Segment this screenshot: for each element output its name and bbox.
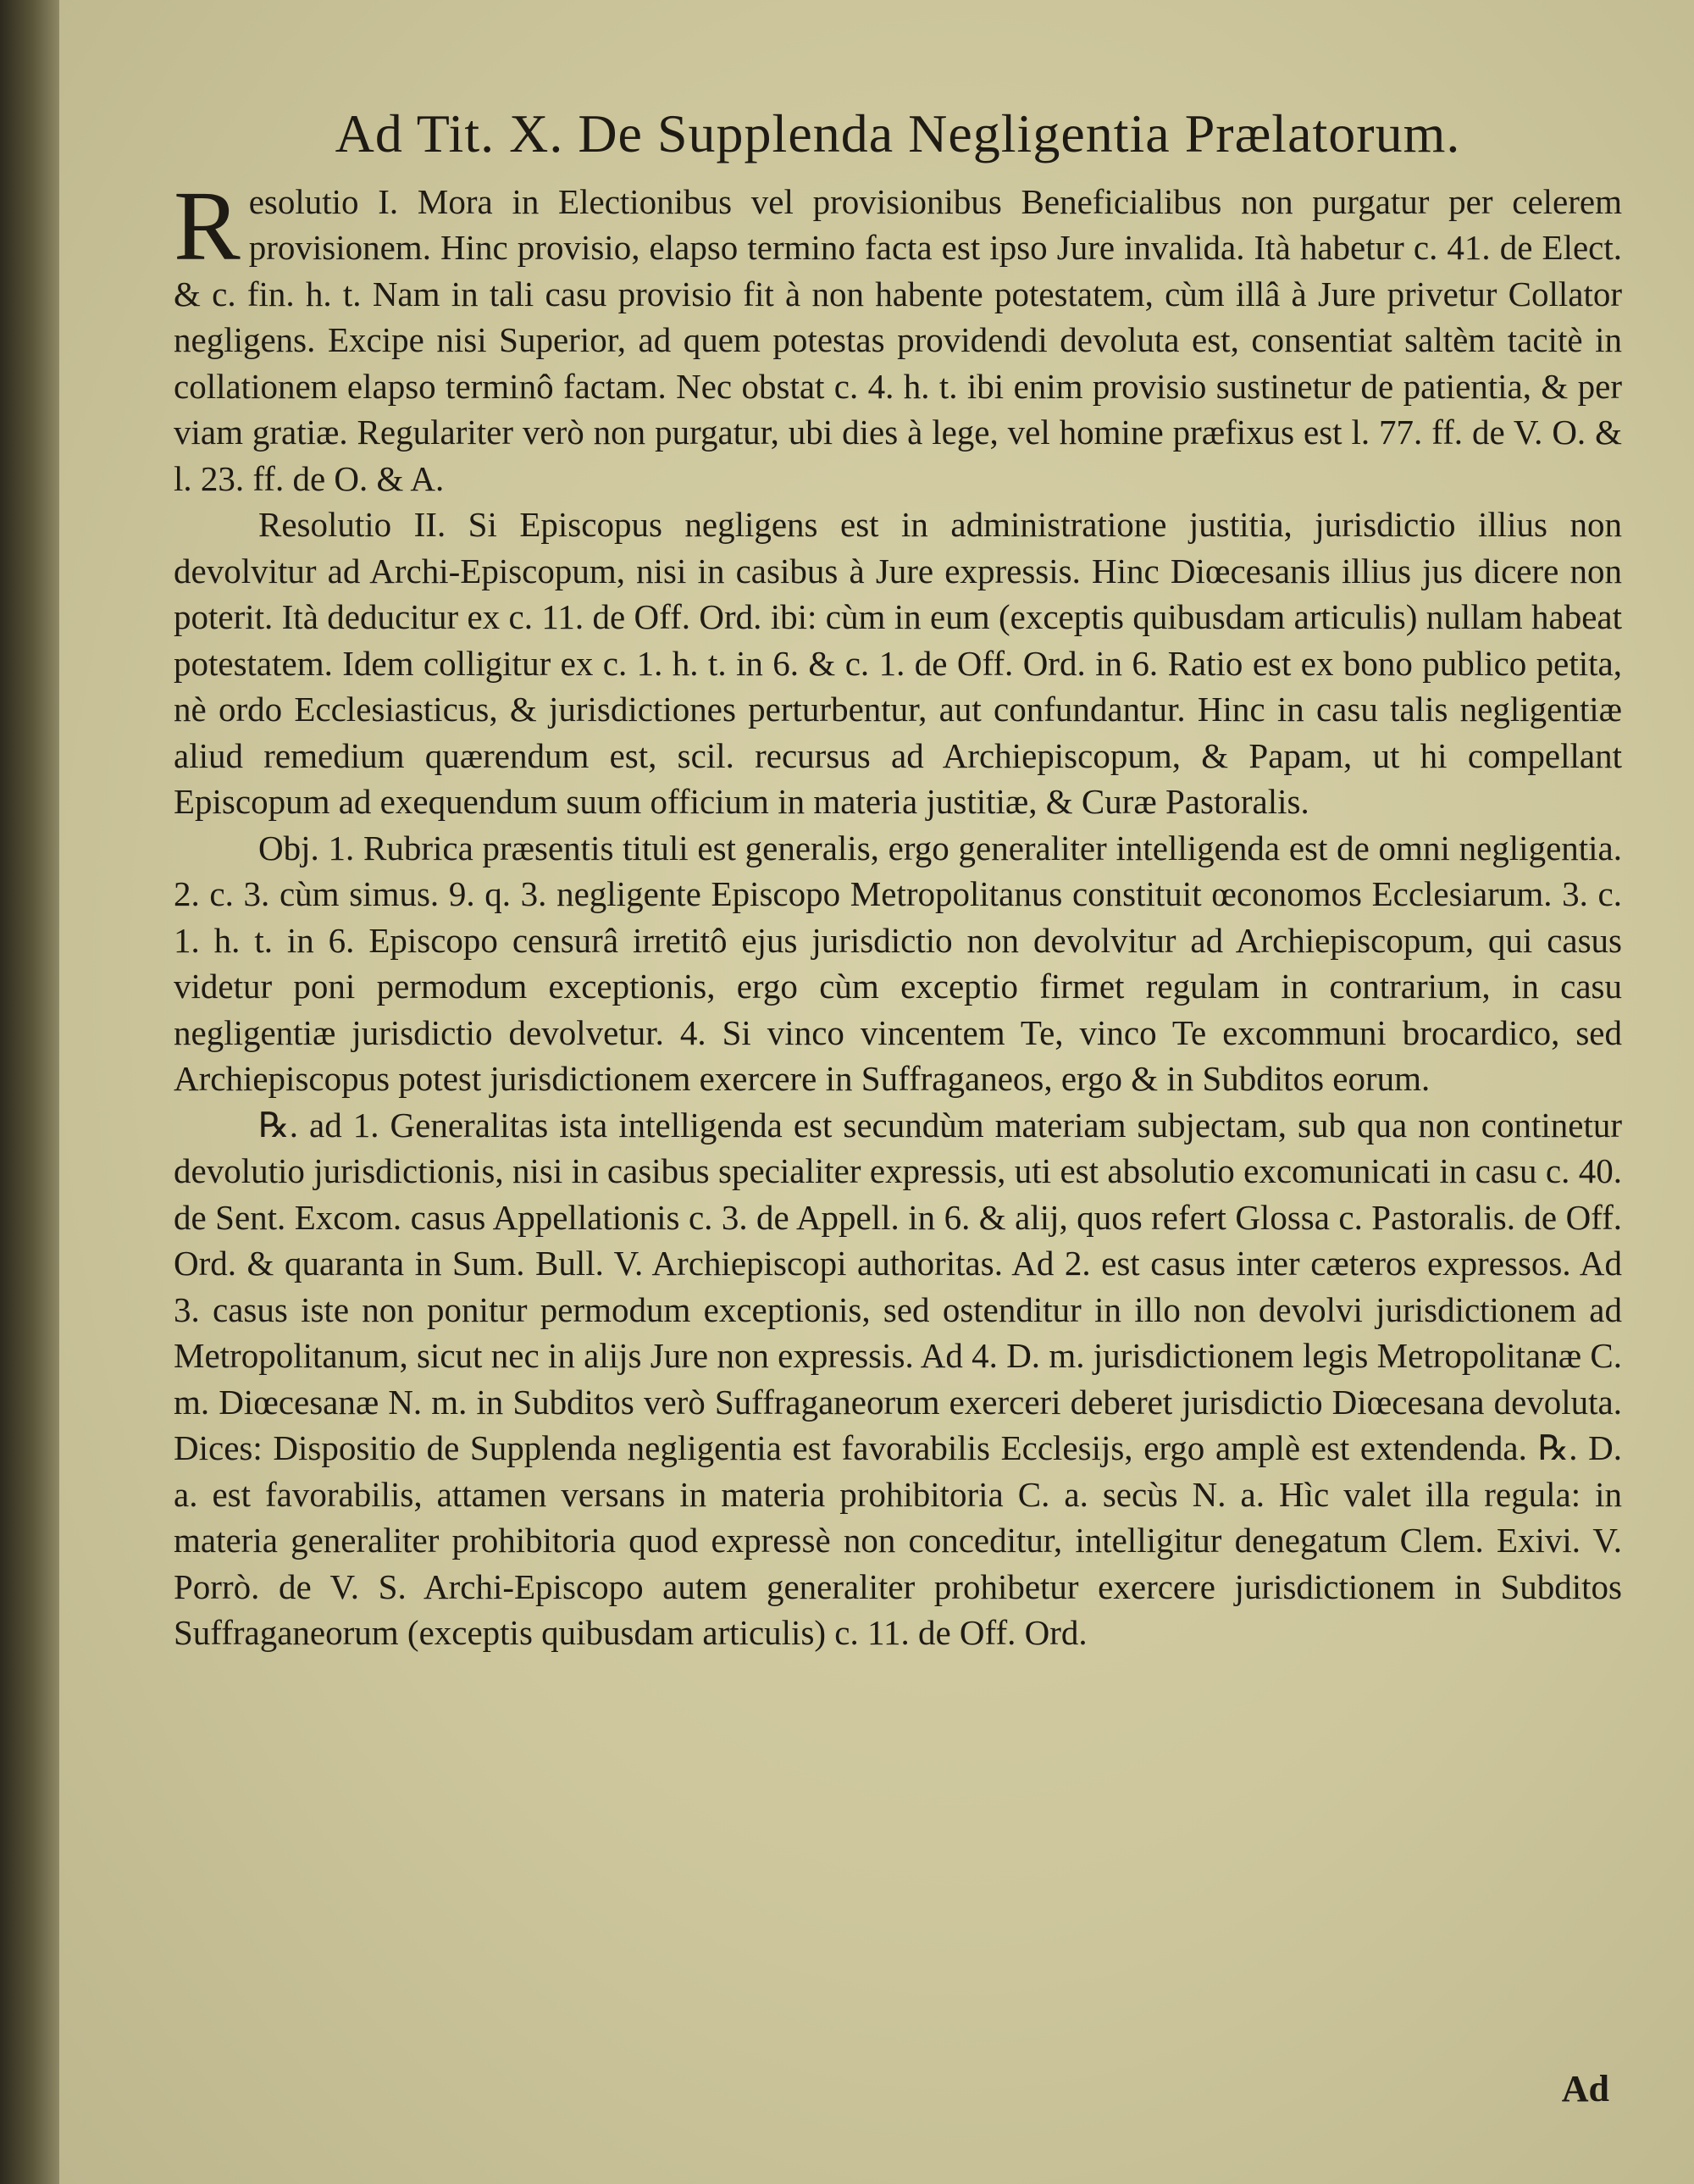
paragraph-resolutio-1 — [174, 169, 1622, 502]
text-block — [174, 102, 1622, 1656]
catchword: Ad — [1561, 2068, 1609, 2109]
paragraph-objections: Obj. 1. Rubrica præsentis tituli est generalis, ergo generaliter intelligenda est de omni negligentia. 2. c. 3. cùm simus. 9. q. 3. negligente Episcopo Metropolitanus constituit œconomos Ecclesiarum. 3. c. 1. h. t. in 6. Episcopo censurâ irretitô ejus jurisdictio non devolvitur ad Archiepiscopum, qui casus videtur poni permodum exceptionis, ergo cùm exceptio firmet regulam in contrarium, in casu negligentiæ jurisdictio devolvetur. 4. Si vinco vincentem Te, vinco Te excommuni brocardico, sed Archiepiscopus potest jurisdictionem exercere in Suffraganeos, ergo & in Subditos eorum. — [174, 828, 1622, 1099]
book-page — [59, 0, 1694, 2184]
drop-cap: R — [174, 169, 241, 281]
paragraph-resolutio-2: Resolutio II. Si Episcopus negligens est in administratione justitia, jurisdictio illius non devolvitur ad Archi-Episcopum, nisi in casibus à Jure expressis. Hinc Diœcesanis illius jus dicere non poterit. Ità deducitur ex c. 11. de Off. Ord. ibi: cùm in eum (exceptis quibusdam articulis) nullam habeat potestatem. Idem colligitur ex c. 1. h. t. in 6. & c. 1. de Off. Ord. in 6. Ratio est ex bono publico petita, nè ordo Ecclesiasticus, & jurisdictiones perturbentur, aut confundantur. Hinc in casu talis negligentiæ aliud remedium quærendum est, scil. recursus ad Archiepiscopum, & Papam, ut hi compellant Episcopum ad exequendum suum officium in materia justitiæ, & Curæ Pastoralis. — [174, 505, 1622, 822]
chapter-title: Ad Tit. X. De Supplenda Negligentia Prælatorum. — [335, 103, 1461, 164]
book-spine-gutter — [0, 0, 59, 2184]
paragraph-text: esolutio I. Mora in Electionibus vel provisionibus Beneficialibus non purgatur per celerem provisionem. Hinc provisio, elapso termino facta est ipso Jure invalida. Ità habetur c. 41. de Elect. & c. fin. h. t. Nam in tali casu provisio fit à non habente potestatem, cùm illâ à Jure privetur Collator negligens. Excipe nisi Superior, ad quem potestas providendi devoluta est, consentiat saltèm tacitè in collationem elapso terminô factam. Nec obstat c. 4. h. t. ibi enim provisio sustinetur de patientia, & per viam gratiæ. Regulariter verò non purgatur, ubi dies à lege, vel homine præfixus est l. 77. ff. de V. O. & l. 23. ff. de O. & A. — [174, 181, 1622, 498]
paragraph-responses: ℞. ad 1. Generalitas ista intelligenda est secundùm materiam subjectam, sub qua non continetur devolutio jurisdictionis, nisi in casibus specialiter expressis, uti est absolutio excomunicati in casu c. 40. de Sent. Excom. casus Appellationis c. 3. de Appell. in 6. & alij, quos refert Glossa c. Pastoralis. de Off. Ord. & quaranta in Sum. Bull. V. Archiepiscopi authoritas. Ad 2. est casus inter cæteros expressos. Ad 3. casus iste non ponitur permodum exceptionis, sed ostenditur in illo non devolvi jurisdictionem ad Metropolitanum, sicut nec in alijs Jure non expressis. Ad 4. D. m. jurisdictionem legis Metropolitanæ C. m. Diœcesanæ N. m. in Subditos verò Suffraganeorum exerceri deberet jurisdictio Diœcesana devoluta. Dices: Dispositio de Supplenda negligentia est favorabilis Ecclesijs, ergo amplè est extendenda. ℞. D. a. est favorabilis, attamen versans in materia prohibitoria C. a. secùs N. a. Hìc valet illa regula: in materia generaliter prohibitoria quod expressè non conceditur, intelligitur denegatum Clem. Exivi. V. Porrò. de V. S. Archi-Episcopo autem generaliter prohibetur exercere jurisdictionem in Subditos Suffraganeorum (exceptis quibusdam articulis) c. 11. de Off. Ord. — [174, 1105, 1622, 1653]
